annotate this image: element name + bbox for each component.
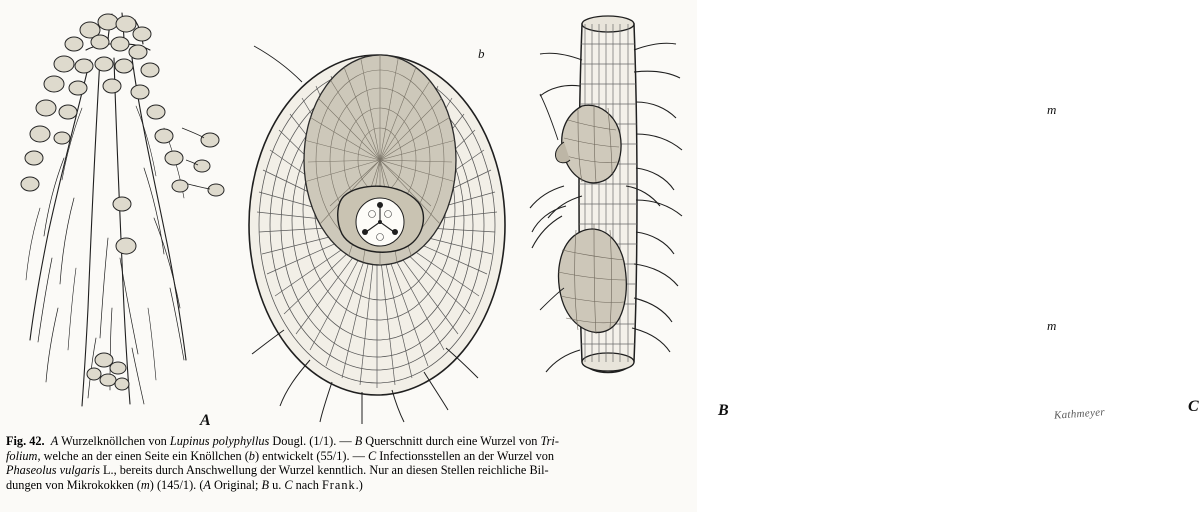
caption-text: Wurzelknöllchen von [58, 434, 170, 448]
caption-text: u. [269, 477, 285, 492]
panel-b-letter: B [718, 402, 729, 419]
caption-panel-c-ref2: C [284, 477, 293, 492]
caption-line-1 [6, 434, 692, 449]
caption-species-phaseolus: Phaseolus vulgaris [6, 463, 100, 478]
label-b-nodule: b [478, 46, 485, 61]
panel-b-drawing [232, 10, 522, 430]
caption-panel-a-ref2: A [203, 477, 211, 492]
caption-author-frank: Frank [321, 477, 356, 492]
label-m-upper: m [1047, 102, 1057, 117]
caption-line-3 [6, 463, 692, 478]
caption-text: ) entwickelt (55/1). — [254, 448, 368, 463]
caption-label-m-ref: m [140, 477, 150, 492]
caption-panel-b-ref2: B [261, 477, 269, 492]
caption-panel-a-ref: A [50, 434, 59, 448]
caption-text: Dougl. (1/1). — [269, 434, 355, 448]
panel-c-drawing [520, 10, 696, 430]
caption-text: dungen von Mikrokokken ( [6, 477, 141, 492]
caption-species-trifolium-part1: Tri- [540, 434, 559, 448]
caption-text: nach [292, 477, 322, 492]
caption-line-2 [6, 449, 692, 464]
panel-a-letter: A [200, 412, 211, 429]
panel-c-infection-sites [520, 10, 1199, 430]
caption-text: Original; [210, 477, 262, 492]
figure-caption [6, 434, 692, 492]
panel-c-letter: C [1188, 398, 1199, 415]
caption-species-trifolium-part2: folium [6, 448, 38, 463]
caption-text: L., bereits durch Anschwellung der Wurzel kenntlich. Nur an diesen Stellen reichliche Bil- [99, 463, 549, 478]
caption-text: Infectionsstellen an der Wurzel von [376, 448, 555, 463]
panel-b-cross-section [232, 10, 729, 430]
caption-text: Querschnitt durch eine Wurzel von [362, 434, 541, 448]
caption-line-4 [6, 478, 692, 493]
caption-text: .) [355, 477, 363, 492]
caption-species-lupinus: Lupinus polyphyllus [169, 434, 270, 448]
panel-a-root-with-nodules [4, 8, 234, 428]
panel-a-drawing [4, 8, 234, 428]
figure-number: Fig. 42. [6, 434, 45, 448]
artist-signature: Kathmeyer [1053, 406, 1106, 422]
label-m-lower: m [1047, 318, 1057, 333]
caption-text: , welche an der einen Seite ein Knöllchen ( [37, 448, 249, 463]
caption-text: ) (145/1). ( [149, 477, 204, 492]
caption-panel-b-ref: B [354, 434, 363, 448]
caption-panel-c-ref: C [368, 448, 377, 463]
caption-label-b-ref: b [248, 448, 255, 463]
